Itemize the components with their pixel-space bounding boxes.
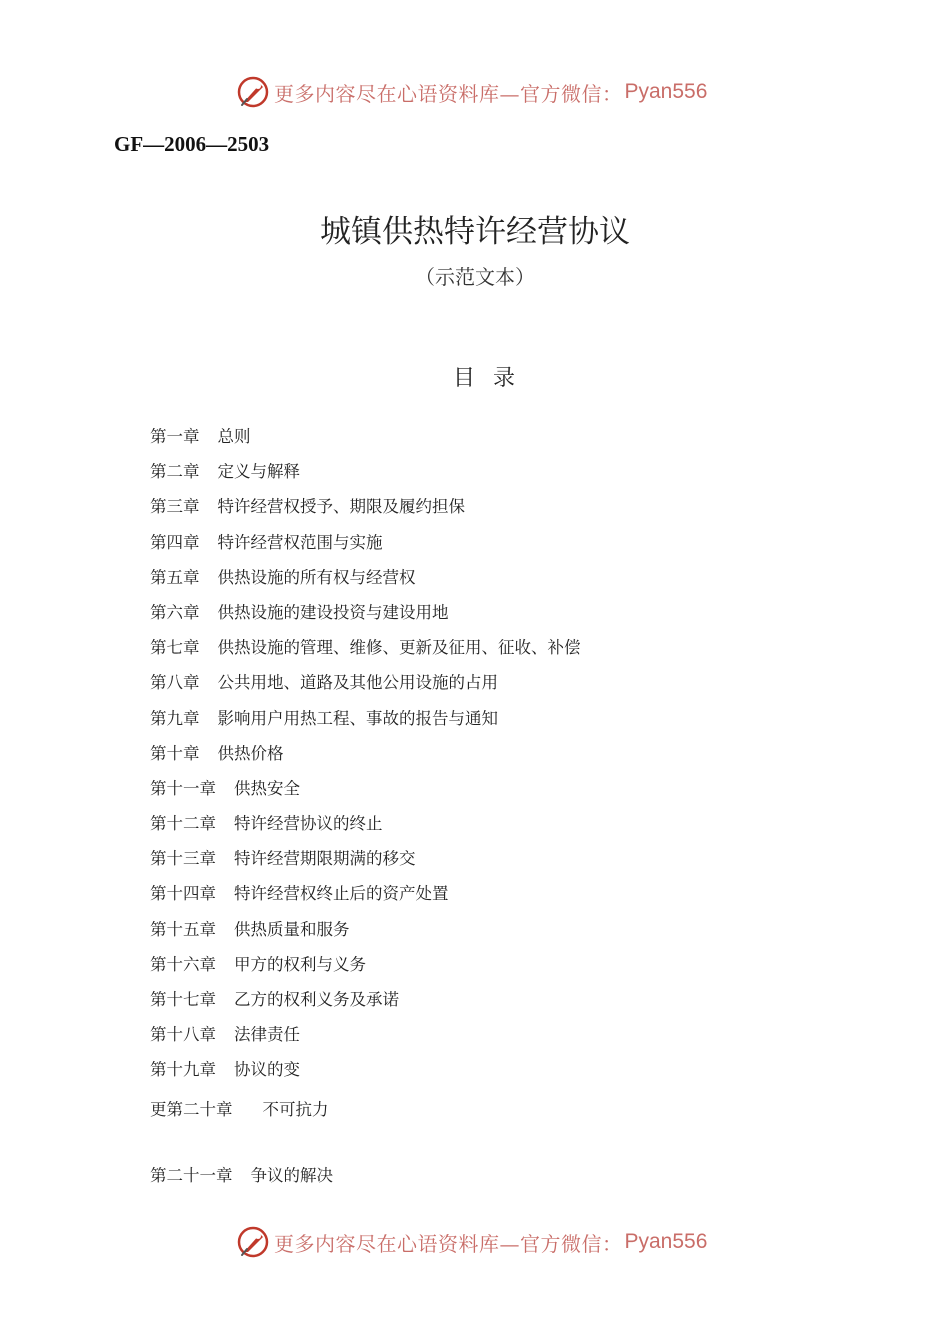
toc-item — [150, 1163, 581, 1198]
toc-chapter-title: 供热价格 — [217, 743, 284, 763]
toc-chapter-title: 特许经营权授予、期限及履约担保 — [217, 497, 465, 517]
toc-chapter-title: 特许经营权范围与实施 — [217, 532, 383, 552]
toc-chapter-number: 第十三章 — [150, 849, 216, 869]
document-code: GF—2006—2503 — [114, 132, 270, 156]
toc-chapter-number: 第十四章 — [150, 884, 216, 904]
toc-chapter-title: 供热设施的所有权与经营权 — [217, 567, 416, 587]
toc-chapter-number: 第十九章 — [150, 1060, 216, 1080]
toc-chapter-title: 定义与解释 — [217, 462, 300, 482]
toc-chapter-title: 供热质量和服务 — [234, 919, 350, 939]
toc-item — [150, 917, 581, 952]
toc-chapter-number: 更第二十章 — [150, 1099, 233, 1119]
toc-item — [150, 1093, 340, 1163]
toc-chapter-title: 公共用地、道路及其他公用设施的占用 — [217, 673, 498, 693]
toc-chapter-title: 总则 — [217, 427, 251, 446]
toc-chapter-title: 特许经营协议的终止 — [234, 814, 383, 834]
watermark-banner-top — [236, 72, 707, 112]
toc-chapter-title: 甲方的权利与义务 — [234, 954, 366, 974]
toc-item — [150, 811, 581, 846]
toc-chapter-title: 供热安全 — [234, 778, 300, 798]
toc-chapter-title: 影响用户用热工程、事故的报告与通知 — [217, 708, 498, 728]
promo-text: 更多内容尽在心语资料库—官方微信： — [274, 81, 623, 106]
toc-item — [150, 952, 581, 987]
toc-chapter-number: 第四章 — [150, 532, 200, 552]
toc-chapter-number: 第十七章 — [150, 990, 216, 1009]
toc-chapter-number: 第十五章 — [150, 919, 216, 939]
toc-item — [150, 987, 581, 1022]
wechat-handle: Pyan556 — [624, 1230, 708, 1253]
document-subtitle: （示范文本） — [415, 265, 535, 289]
toc-item — [150, 846, 581, 881]
document-title: 城镇供热特许经营协议 — [320, 214, 630, 250]
toc-chapter-title: 法律责任 — [234, 1025, 300, 1045]
toc-chapter-number: 第九章 — [150, 708, 200, 728]
watermark-banner-bottom — [236, 1222, 707, 1262]
toc-chapter-title: 供热设施的管理、维修、更新及征用、征收、补偿 — [217, 638, 581, 658]
toc-item — [150, 530, 581, 565]
toc-chapter-title: 乙方的权利义务及承诺 — [234, 990, 399, 1009]
toc-chapter-title: 不可抗力 — [262, 1099, 329, 1119]
toc-item — [150, 670, 581, 705]
toc-chapter-number: 第二章 — [150, 462, 200, 482]
toc-chapter-number: 第八章 — [150, 673, 200, 693]
promo-text: 更多内容尽在心语资料库—官方微信： — [274, 1231, 623, 1256]
toc-chapter-title: 争议的解决 — [250, 1165, 333, 1185]
toc-item — [150, 881, 581, 916]
toc-item — [150, 600, 581, 635]
toc-chapter-number: 第二十一章 — [150, 1165, 233, 1185]
toc-chapter-title: 特许经营权终止后的资产处置 — [234, 884, 449, 904]
toc-item — [150, 635, 581, 670]
toc-chapter-number: 第一章 — [150, 427, 200, 446]
toc-chapter-number: 第十八章 — [150, 1025, 216, 1045]
toc-item — [150, 459, 581, 494]
toc-item — [150, 1022, 581, 1057]
toc-chapter-number: 第七章 — [150, 638, 200, 658]
toc-item — [150, 741, 581, 776]
toc-chapter-number: 第三章 — [150, 497, 200, 517]
toc-heading: 目录 — [452, 366, 533, 391]
toc-chapter-title: 供热设施的建设投资与建设用地 — [217, 602, 449, 622]
table-of-contents — [150, 424, 581, 1198]
toc-item — [150, 1057, 581, 1092]
toc-chapter-number: 第十一章 — [150, 778, 216, 798]
toc-chapter-number: 第六章 — [150, 602, 200, 622]
toc-chapter-number: 第十六章 — [150, 954, 216, 974]
toc-chapter-number: 第十章 — [150, 743, 200, 763]
toc-chapter-title: 特许经营期限期满的移交 — [234, 849, 416, 869]
toc-item — [150, 565, 581, 600]
toc-chapter-number: 第十二章 — [150, 814, 216, 834]
toc-item — [150, 424, 581, 459]
toc-item — [150, 494, 581, 529]
toc-chapter-title: 协议的变 — [234, 1060, 300, 1080]
feather-quill-logo-icon — [236, 1225, 270, 1259]
feather-quill-logo-icon — [236, 75, 270, 109]
toc-item — [150, 706, 581, 741]
toc-item — [150, 776, 581, 811]
toc-chapter-number: 第五章 — [150, 567, 200, 587]
wechat-handle: Pyan556 — [624, 80, 708, 103]
